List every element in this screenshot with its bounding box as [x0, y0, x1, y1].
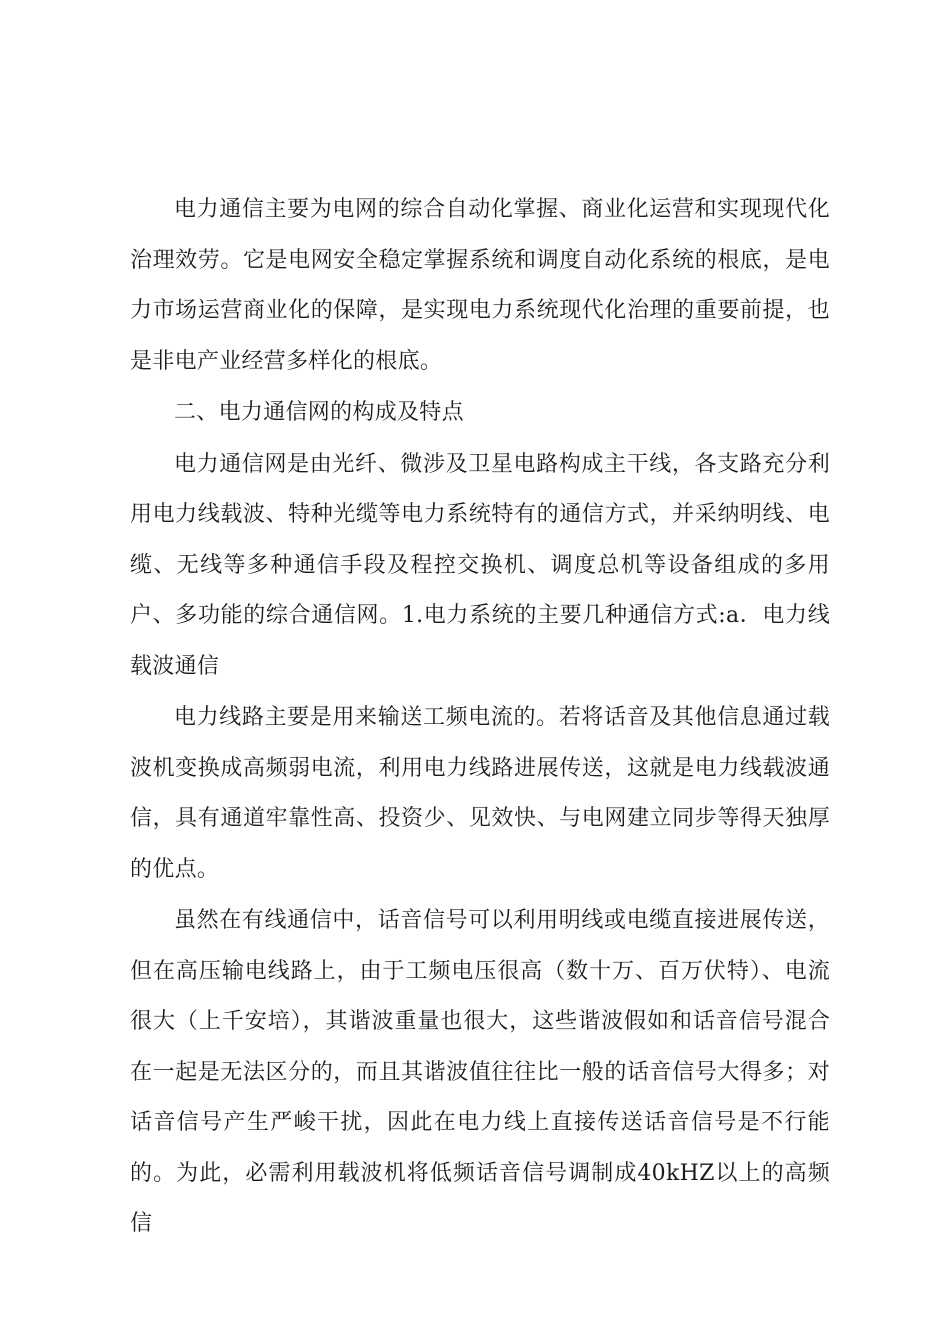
paragraph-power-line-carrier: 电力线路主要是用来输送工频电流的。若将话音及其他信息通过载波机变换成高频弱电流，利用电力线路进展传送，这就是电力线载波通信，具有通道牢靠性高、投资少、见效快、与电网建立同步等得天独厚的优点。 [130, 705, 830, 882]
section-heading: 二、电力通信网的构成及特点 [174, 400, 464, 425]
paragraph-intro: 电力通信主要为电网的综合自动化掌握、商业化运营和实现现代化治理效劳。它是电网安全稳定掌握系统和调度自动化系统的根底，是电力市场运营商业化的保障，是实现电力系统现代化治理的重要前提，也是非电产业经营多样化的根底。 [130, 197, 830, 374]
paragraph-network-composition: 电力通信网是由光纤、微涉及卫星电路构成主干线，各支路充分利用电力线载波、特种光缆等电力系统特有的通信方式，并采纳明线、电缆、无线等多种通信手段及程控交换机、调度总机等设备组成的多用户、多功能的综合通信网。1.电力系统的主要几种通信方式:a．电力线载波通信 [130, 451, 830, 679]
document-body [130, 185, 830, 1250]
paragraph-interference: 虽然在有线通信中，话音信号可以利用明线或电缆直接进展传送，但在高压输电线路上，由于工频电压很高（数十万、百万伏特）、电流很大（上千安培），其谐波重量也很大，这些谐波假如和话音信号混合在一起是无法区分的，而且其谐波值往往比一般的话音信号大得多；对话音信号产生严峻干扰，因此在电力线上直接传送话音信号是不行能的。为此，必需利用载波机将低频话音信号调制成40kHZ以上的高频信 [130, 908, 830, 1236]
